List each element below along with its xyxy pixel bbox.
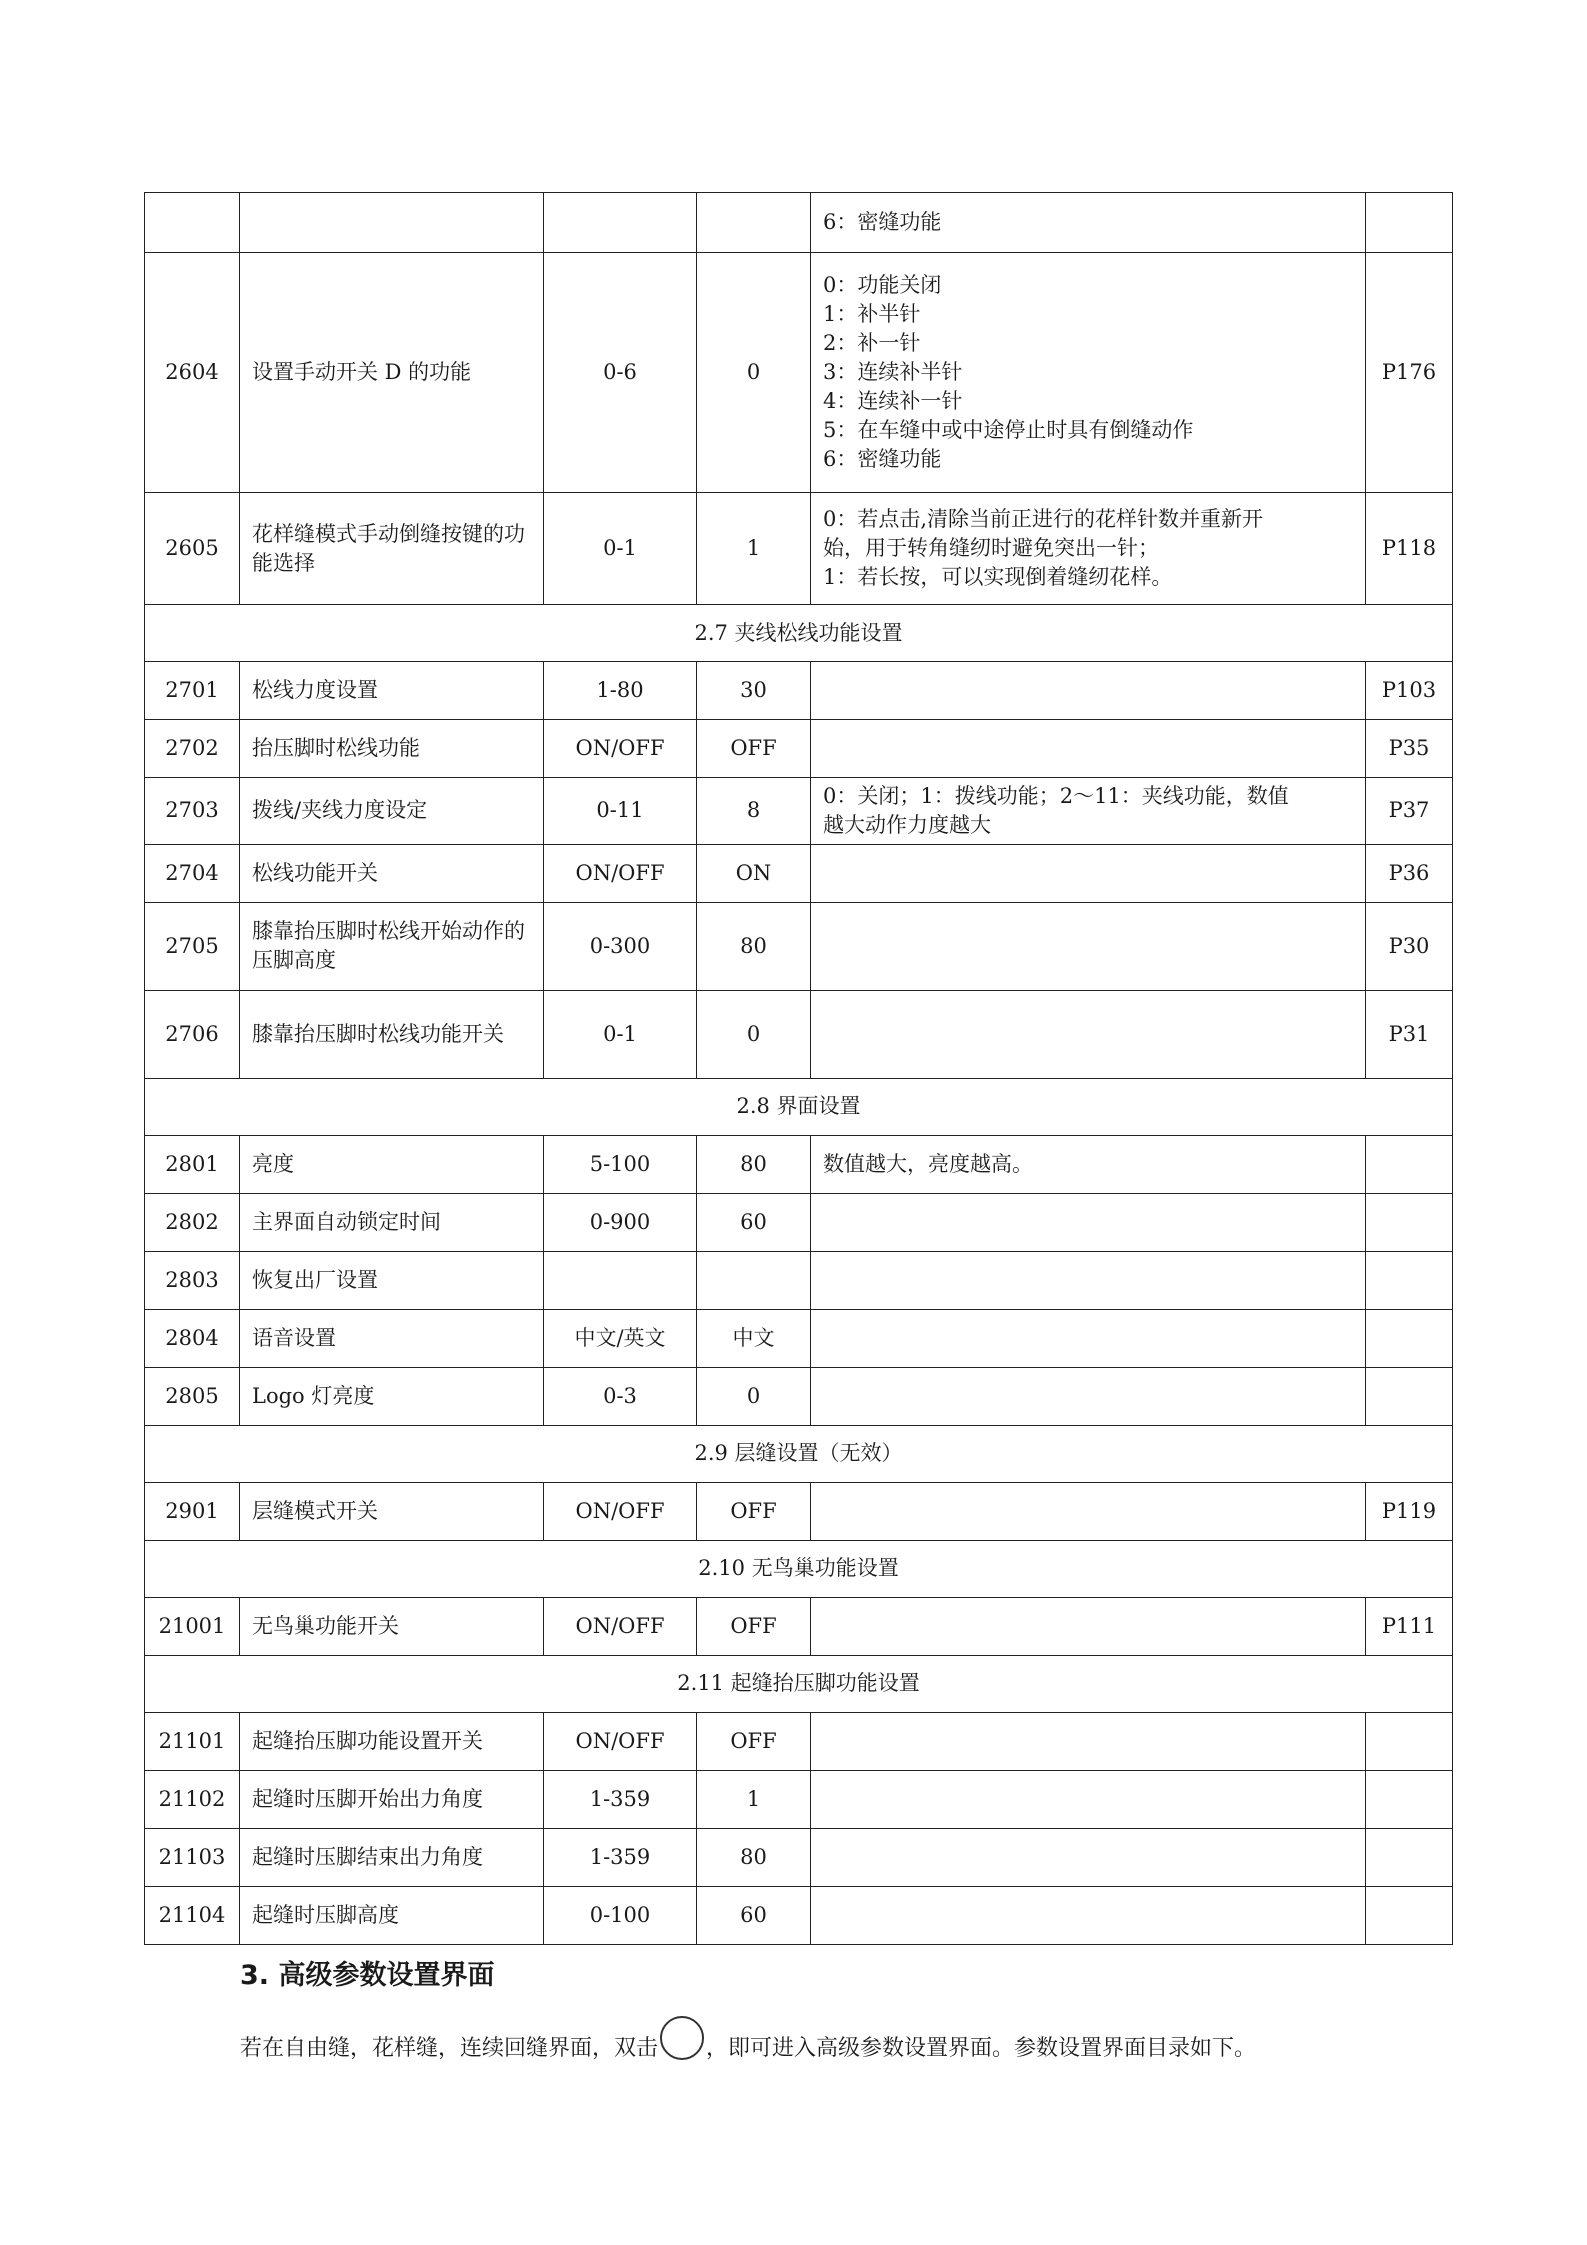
param-range: 5-100	[544, 1135, 697, 1193]
param-name: 亮度	[240, 1135, 544, 1193]
description-line: 3：连续补半针	[823, 360, 963, 385]
param-page-ref	[1366, 1712, 1453, 1770]
param-description	[811, 1251, 1366, 1309]
param-range: 0-6	[544, 253, 697, 493]
param-range: 0-300	[544, 902, 697, 990]
section-header-row	[145, 1540, 1453, 1597]
param-range: ON/OFF	[544, 1712, 697, 1770]
param-default: 0	[697, 990, 811, 1078]
param-name: 起缝时压脚高度	[240, 1886, 544, 1944]
param-description	[811, 902, 1366, 990]
table-row	[145, 1597, 1453, 1655]
param-name: 抬压脚时松线功能	[240, 720, 544, 778]
intro-text-before: 若在自由缝，花样缝，连续回缝界面，双击	[240, 2035, 659, 2061]
param-default: 60	[697, 1193, 811, 1251]
param-page-ref: P118	[1366, 493, 1453, 605]
param-code: 21001	[145, 1597, 240, 1655]
param-page-ref	[1366, 1135, 1453, 1193]
param-default: ON	[697, 844, 811, 902]
param-code: 2706	[145, 990, 240, 1078]
param-description	[811, 720, 1366, 778]
description-line: 0：若点击,清除当前正进行的花样针数并重新开	[823, 507, 1264, 532]
intro-paragraph	[240, 2024, 1256, 2068]
param-code: 2705	[145, 902, 240, 990]
param-page-ref	[1366, 1828, 1453, 1886]
table-row	[145, 1828, 1453, 1886]
param-code: 2802	[145, 1193, 240, 1251]
param-code: 21102	[145, 1770, 240, 1828]
param-page-ref: P30	[1366, 902, 1453, 990]
param-range: 1-359	[544, 1828, 697, 1886]
param-page-ref: P36	[1366, 844, 1453, 902]
param-page-ref	[1366, 1309, 1453, 1367]
param-code: 21104	[145, 1886, 240, 1944]
param-range: ON/OFF	[544, 1597, 697, 1655]
section-title: 2.11 起缝抬压脚功能设置	[145, 1655, 1453, 1712]
table-row	[145, 1251, 1453, 1309]
table-row	[145, 493, 1453, 605]
param-range: 0-1	[544, 990, 697, 1078]
param-description	[811, 1367, 1366, 1425]
table-row	[145, 1886, 1453, 1944]
param-range: ON/OFF	[544, 1482, 697, 1540]
param-code	[145, 193, 240, 253]
param-default	[697, 1251, 811, 1309]
param-code: 2805	[145, 1367, 240, 1425]
table-row	[145, 990, 1453, 1078]
param-range: 1-80	[544, 662, 697, 720]
param-name: 起缝抬压脚功能设置开关	[240, 1712, 544, 1770]
param-code: 2702	[145, 720, 240, 778]
param-default: 8	[697, 778, 811, 845]
param-default: 80	[697, 1135, 811, 1193]
description-line: 数值越大，亮度越高。	[823, 1151, 1033, 1176]
table-row	[145, 778, 1453, 845]
param-range	[544, 1251, 697, 1309]
section-title: 2.9 层缝设置（无效）	[145, 1425, 1453, 1482]
param-name: 起缝时压脚结束出力角度	[240, 1828, 544, 1886]
section-heading: 3. 高级参数设置界面	[240, 1960, 495, 1991]
param-range: 中文/英文	[544, 1309, 697, 1367]
table-row	[145, 1482, 1453, 1540]
param-code: 2801	[145, 1135, 240, 1193]
table-row	[145, 720, 1453, 778]
param-name: 起缝时压脚开始出力角度	[240, 1770, 544, 1828]
param-page-ref: P111	[1366, 1597, 1453, 1655]
param-default: 80	[697, 1828, 811, 1886]
param-default: OFF	[697, 1712, 811, 1770]
param-range: 0-900	[544, 1193, 697, 1251]
description-line: 1：若长按，可以实现倒着缝纫花样。	[823, 564, 1173, 589]
param-name: 语音设置	[240, 1309, 544, 1367]
param-code: 2901	[145, 1482, 240, 1540]
param-page-ref: P35	[1366, 720, 1453, 778]
param-name: 松线功能开关	[240, 844, 544, 902]
param-range: 0-100	[544, 1886, 697, 1944]
param-description	[811, 1193, 1366, 1251]
param-default: 60	[697, 1886, 811, 1944]
param-description	[811, 193, 1366, 253]
table-row	[145, 1712, 1453, 1770]
param-default: OFF	[697, 720, 811, 778]
param-description	[811, 1135, 1366, 1193]
param-code: 21101	[145, 1712, 240, 1770]
table-row	[145, 662, 1453, 720]
param-page-ref: P37	[1366, 778, 1453, 845]
param-page-ref	[1366, 1770, 1453, 1828]
param-default: 30	[697, 662, 811, 720]
param-page-ref: P31	[1366, 990, 1453, 1078]
table-row	[145, 253, 1453, 493]
param-page-ref: P103	[1366, 662, 1453, 720]
section-title: 2.10 无鸟巢功能设置	[145, 1540, 1453, 1597]
description-line: 始，用于转角缝纫时避免突出一针；	[823, 536, 1159, 561]
param-name: 层缝模式开关	[240, 1482, 544, 1540]
param-default: 80	[697, 902, 811, 990]
param-code: 2803	[145, 1251, 240, 1309]
description-line: 越大动作力度越大	[823, 812, 991, 837]
param-description	[811, 778, 1366, 845]
param-default: 1	[697, 1770, 811, 1828]
section-title: 2.7 夹线松线功能设置	[145, 605, 1453, 662]
param-page-ref	[1366, 1251, 1453, 1309]
param-default: OFF	[697, 1482, 811, 1540]
param-description	[811, 1712, 1366, 1770]
param-description	[811, 1886, 1366, 1944]
param-page-ref	[1366, 1367, 1453, 1425]
param-range: 0-1	[544, 493, 697, 605]
param-name: 膝靠抬压脚时松线开始动作的压脚高度	[240, 902, 544, 990]
table-row	[145, 902, 1453, 990]
description-line: 6：密缝功能	[823, 210, 942, 235]
description-line: 1：补半针	[823, 302, 921, 327]
param-code: 2804	[145, 1309, 240, 1367]
param-name: 花样缝模式手动倒缝按键的功能选择	[240, 493, 544, 605]
description-line: 0：关闭；1：拨线功能；2～11：夹线功能，数值	[823, 784, 1289, 808]
section-header-row	[145, 605, 1453, 662]
param-range: ON/OFF	[544, 720, 697, 778]
description-line: 6：密缝功能	[823, 446, 942, 471]
param-name: Logo 灯亮度	[240, 1367, 544, 1425]
param-name: 主界面自动锁定时间	[240, 1193, 544, 1251]
param-code: 2701	[145, 662, 240, 720]
param-name: 无鸟巢功能开关	[240, 1597, 544, 1655]
param-range: 0-3	[544, 1367, 697, 1425]
section-title: 2.8 界面设置	[145, 1078, 1453, 1135]
intro-text-after: ，即可进入高级参数设置界面。参数设置界面目录如下。	[706, 2035, 1257, 2061]
table-row	[145, 1770, 1453, 1828]
table-row	[145, 1367, 1453, 1425]
table-row	[145, 844, 1453, 902]
param-default: 中文	[697, 1309, 811, 1367]
description-line: 4：连续补一针	[823, 388, 963, 413]
param-description	[811, 844, 1366, 902]
param-page-ref	[1366, 1886, 1453, 1944]
param-name: 设置手动开关 D 的功能	[240, 253, 544, 493]
param-name	[240, 193, 544, 253]
param-code: 2704	[145, 844, 240, 902]
circle-icon	[660, 2016, 704, 2060]
param-description	[811, 1482, 1366, 1540]
param-default: 0	[697, 1367, 811, 1425]
param-page-ref	[1366, 1193, 1453, 1251]
param-description	[811, 253, 1366, 493]
param-name: 膝靠抬压脚时松线功能开关	[240, 990, 544, 1078]
section-header-row	[145, 1425, 1453, 1482]
param-name: 恢复出厂设置	[240, 1251, 544, 1309]
param-default: 1	[697, 493, 811, 605]
param-default: OFF	[697, 1597, 811, 1655]
param-page-ref	[1366, 193, 1453, 253]
param-default	[697, 193, 811, 253]
param-range: 1-359	[544, 1770, 697, 1828]
parameter-table	[144, 192, 1453, 1945]
param-range: 0-11	[544, 778, 697, 845]
param-range: ON/OFF	[544, 844, 697, 902]
param-code: 2604	[145, 253, 240, 493]
param-description	[811, 1770, 1366, 1828]
description-line: 5：在车缝中或中途停止时具有倒缝动作	[823, 417, 1194, 442]
table-row	[145, 1309, 1453, 1367]
param-page-ref: P119	[1366, 1482, 1453, 1540]
param-name: 拨线/夹线力度设定	[240, 778, 544, 845]
param-description	[811, 1828, 1366, 1886]
param-default: 0	[697, 253, 811, 493]
section-header-row	[145, 1078, 1453, 1135]
param-description	[811, 662, 1366, 720]
section-header-row	[145, 1655, 1453, 1712]
param-range	[544, 193, 697, 253]
param-page-ref: P176	[1366, 253, 1453, 493]
param-code: 2605	[145, 493, 240, 605]
param-name: 松线力度设置	[240, 662, 544, 720]
table-row	[145, 1135, 1453, 1193]
param-description	[811, 493, 1366, 605]
param-code: 2703	[145, 778, 240, 845]
description-line: 2：补一针	[823, 331, 921, 356]
table-row	[145, 1193, 1453, 1251]
description-line: 0：功能关闭	[823, 273, 942, 298]
param-description	[811, 1597, 1366, 1655]
param-description	[811, 1309, 1366, 1367]
table-row	[145, 193, 1453, 253]
param-description	[811, 990, 1366, 1078]
param-code: 21103	[145, 1828, 240, 1886]
